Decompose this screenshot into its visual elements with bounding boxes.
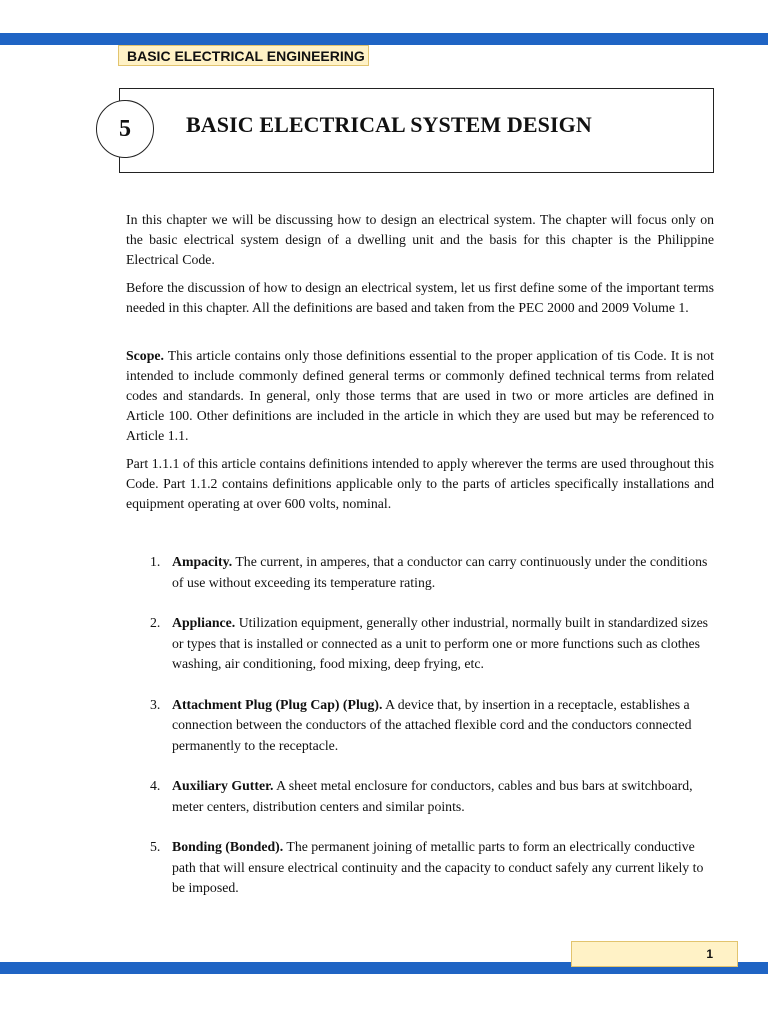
definition-term: Bonding (Bonded). bbox=[172, 839, 284, 854]
list-item bbox=[126, 837, 714, 899]
list-item-number: 2. bbox=[150, 615, 161, 630]
running-header: BASIC ELECTRICAL ENGINEERING bbox=[118, 45, 369, 66]
definition-term: Ampacity. bbox=[172, 554, 233, 569]
list-item-number: 5. bbox=[150, 839, 161, 854]
definition-term: Appliance. bbox=[172, 615, 236, 630]
part-paragraph: Part 1.1.1 of this article contains definitions intended to apply wherever the terms are used throughout this Code. Part 1.1.2 contains definitions applicable only to the parts of articles specifically installations and equipment operating at over 600 volts, nominal. bbox=[126, 456, 714, 511]
list-item-number: 1. bbox=[150, 554, 161, 569]
intro-paragraph: In this chapter we will be discussing how to design an electrical system. The chapter will focus only on the basic electrical system design of a dwelling unit and the basis for this chapter is the Philippine Electrical Code. bbox=[126, 212, 714, 267]
definition-text: The permanent joining of metallic parts to form an electrically conductive path that will ensure electrical continuity and the capacity to conduct safely any current likely to be imposed. bbox=[172, 839, 704, 895]
definition-term: Attachment Plug (Plug Cap) (Plug). bbox=[172, 696, 383, 712]
scope-text: This article contains only those definitions essential to the proper application of tis Code. It is not intended to include commonly defined general terms or commonly defined technical terms from related codes and standards. In general, only those terms that are used in two or more articles are defined in Article 100. Other definitions are included in the article in which they are used but may be referenced to Article 1.1. bbox=[126, 348, 714, 443]
list-item bbox=[126, 613, 714, 675]
list-item-number: 3. bbox=[150, 696, 161, 712]
page-number: 1 bbox=[571, 941, 738, 967]
list-item bbox=[126, 695, 714, 757]
before-paragraph: Before the discussion of how to design an electrical system, let us first define some of the important terms needed in this chapter. All the definitions are based and taken from the PEC 2000 and 2009 Volume 1. bbox=[126, 280, 714, 315]
definition-text: Utilization equipment, generally other industrial, normally built in standardized sizes or types that is installed or connected as a unit to perform one or more functions such as clothes washing, air conditioning, food mixing, deep frying, etc. bbox=[172, 615, 709, 671]
chapter-number: 5 bbox=[96, 100, 154, 158]
list-item-number: 4. bbox=[150, 778, 161, 793]
header-bar bbox=[0, 33, 768, 45]
scope-paragraph bbox=[126, 346, 714, 446]
scope-label: Scope. bbox=[126, 348, 164, 363]
definition-text: A device that, by insertion in a receptacle, establishes a connection between the conductors of the attached flexible cord and the conductors connected permanently to the receptacle. bbox=[172, 696, 692, 753]
definition-term: Auxiliary Gutter. bbox=[172, 778, 274, 793]
list-item bbox=[126, 776, 714, 817]
definition-text: The current, in amperes, that a conductor can carry continuously under the conditions of use without exceeding its temperature rating. bbox=[172, 554, 708, 590]
chapter-title: BASIC ELECTRICAL SYSTEM DESIGN bbox=[186, 112, 592, 137]
definition-text: A sheet metal enclosure for conductors, cables and bus bars at switchboard, meter centers, distribution centers and similar points. bbox=[172, 778, 693, 814]
definitions-list bbox=[126, 552, 714, 919]
list-item bbox=[126, 552, 714, 593]
